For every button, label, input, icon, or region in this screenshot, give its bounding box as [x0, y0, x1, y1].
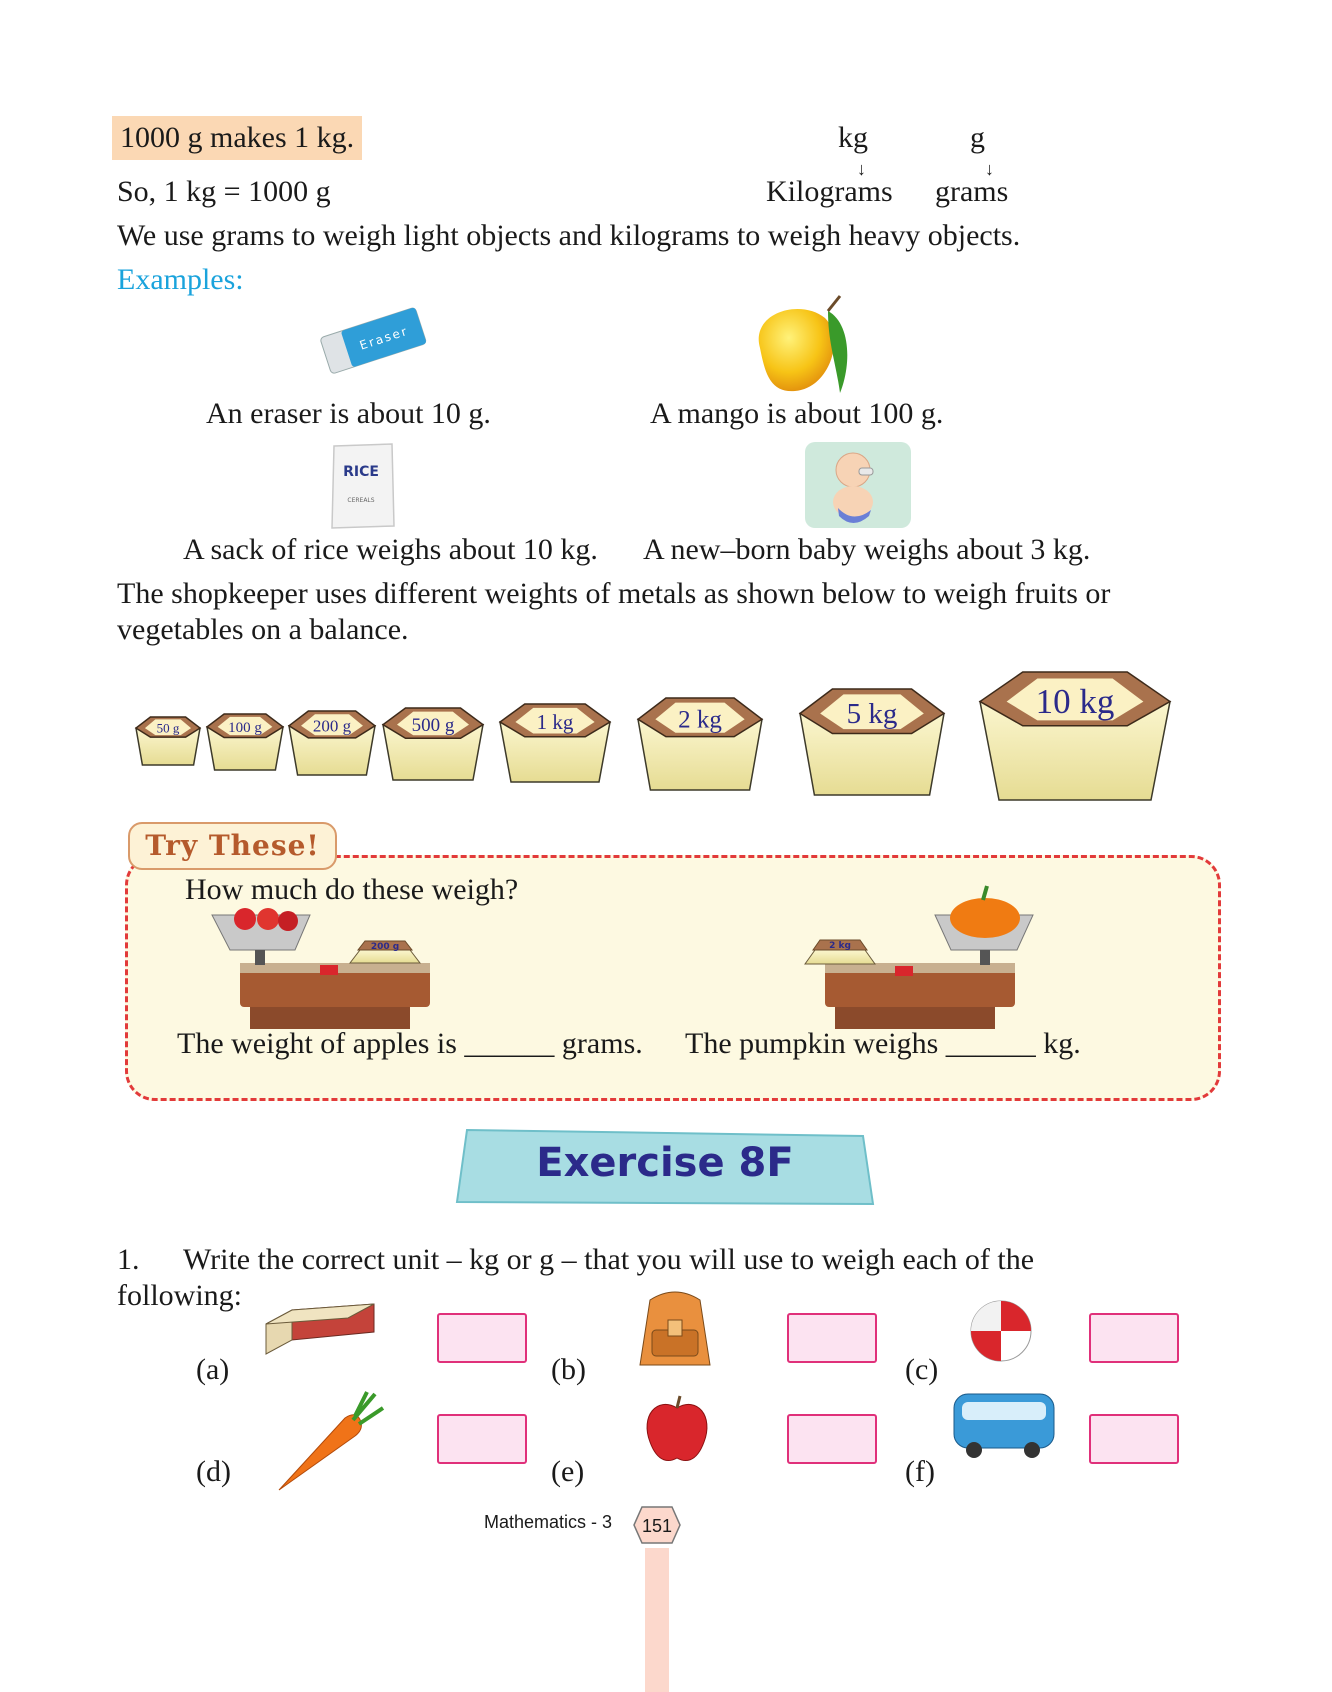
metal-weight-label: 500 g: [411, 715, 455, 737]
shopkeeper-line-2: vegetables on a balance.: [117, 613, 409, 646]
metal-weight-100-g: [207, 714, 283, 770]
right-weight-label: 2 kg: [829, 941, 851, 951]
metal-weight-label: 5 kg: [846, 698, 898, 731]
metal-weight-label: 2 kg: [678, 706, 722, 734]
metal-weight-10-kg: [980, 672, 1170, 800]
bus-illustration: [950, 1388, 1058, 1460]
question-text-continued: following:: [117, 1279, 242, 1312]
answer-box-e[interactable]: [787, 1414, 877, 1464]
kg-g-equation: So, 1 kg = 1000 g: [117, 175, 331, 208]
matchbox-illustration: [262, 1300, 377, 1360]
item-label-c: (c): [905, 1353, 939, 1386]
pumpkin-question: The pumpkin weighs ______ kg.: [685, 1027, 1081, 1060]
answer-box-d[interactable]: [437, 1414, 527, 1464]
apples-balance-illustration: [210, 905, 460, 1035]
answer-box-c[interactable]: [1089, 1313, 1179, 1363]
metal-weight-1-kg: [500, 704, 610, 782]
exercise-title: Exercise 8F: [536, 1140, 794, 1186]
metal-weight-50-g: [136, 717, 200, 765]
metal-weight-label: 200 g: [312, 716, 352, 736]
item-label-a: (a): [196, 1353, 230, 1386]
metal-weight-label: 10 kg: [1035, 682, 1115, 722]
metal-weight-label: 50 g: [156, 720, 180, 736]
metal-weight-2-kg: [638, 698, 762, 790]
kg-full-name: Kilograms: [766, 175, 893, 208]
kg-abbr: kg: [838, 121, 868, 154]
baby-caption: A new–born baby weighs about 3 kg.: [643, 533, 1091, 566]
question-number: 1.: [117, 1243, 140, 1276]
page-number: 151: [641, 1516, 673, 1536]
try-these-tag: Try These!: [128, 822, 337, 870]
arrow-down-icon: ↓: [985, 159, 994, 179]
rice-sublabel: CEREALS: [347, 497, 375, 504]
item-label-d: (d): [196, 1455, 231, 1488]
item-label-b: (b): [551, 1353, 586, 1386]
g-full-name: grams: [935, 175, 1009, 208]
page-tab-strip: [645, 1548, 669, 1692]
g-abbr: g: [970, 121, 985, 154]
metal-weight-label: 100 g: [228, 719, 262, 736]
apple-illustration: [642, 1394, 712, 1466]
apples-question: The weight of apples is ______ grams.: [177, 1027, 643, 1060]
pumpkin-balance-illustration: [795, 880, 1045, 1030]
arrow-down-icon: ↓: [857, 159, 866, 179]
answer-box-b[interactable]: [787, 1313, 877, 1363]
metal-weight-200-g: [289, 711, 375, 775]
eraser-caption: An eraser is about 10 g.: [206, 397, 491, 430]
usage-sentence: We use grams to weigh light objects and kilograms to weigh heavy objects.: [117, 219, 1021, 252]
try-these-question: How much do these weigh?: [185, 873, 519, 906]
carrot-illustration: [275, 1390, 385, 1495]
answer-box-f[interactable]: [1089, 1414, 1179, 1464]
rice-label: RICE: [343, 464, 379, 480]
rice-caption: A sack of rice weighs about 10 kg.: [183, 533, 598, 566]
book-title: Mathematics - 3: [484, 1512, 613, 1532]
mango-caption: A mango is about 100 g.: [650, 397, 944, 430]
eraser-label: Eraser: [357, 323, 411, 353]
left-weight-label: 200 g: [370, 942, 400, 952]
metal-weight-label: 1 kg: [536, 710, 574, 735]
question-text: Write the correct unit – kg or g – that you will use to weigh each of the: [183, 1243, 1035, 1276]
metal-weight-5-kg: [800, 689, 944, 795]
answer-box-a[interactable]: [437, 1313, 527, 1363]
metal-weights-row: [0, 0, 1332, 820]
examples-heading: Examples:: [117, 263, 244, 296]
school-bag-illustration: [630, 1290, 720, 1370]
item-label-e: (e): [551, 1455, 585, 1488]
shopkeeper-line-1: The shopkeeper uses different weights of metals as shown below to weigh fruits or: [117, 577, 1111, 610]
page-number-badge: [632, 1505, 682, 1545]
ball-illustration: [968, 1298, 1034, 1364]
highlight-note: 1000 g makes 1 kg.: [112, 116, 362, 160]
metal-weight-500-g: [383, 708, 483, 780]
item-label-f: (f): [905, 1455, 935, 1488]
